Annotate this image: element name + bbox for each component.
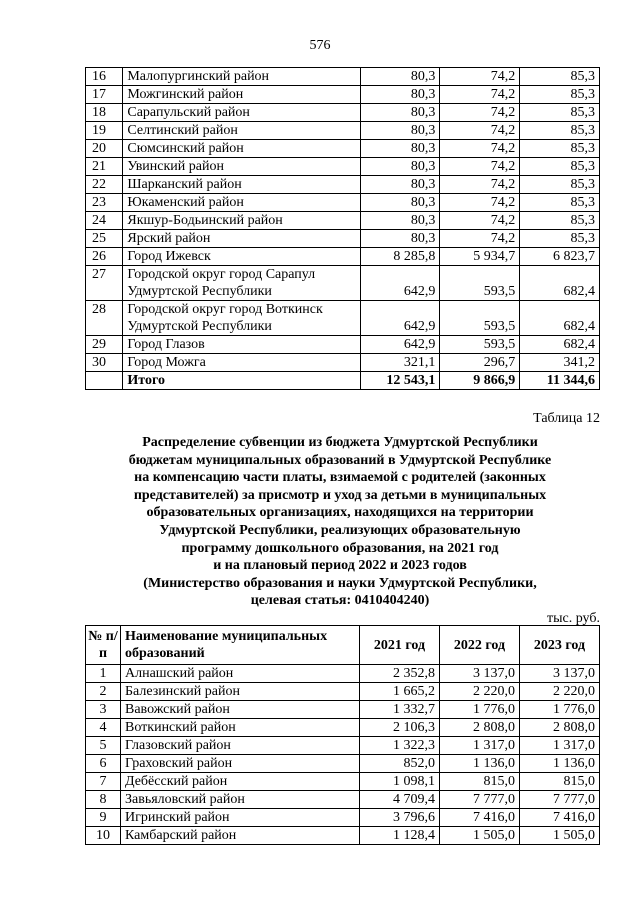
previous-table-body — [86, 68, 600, 390]
table-row — [86, 683, 600, 701]
row-number: 16 — [86, 68, 123, 86]
row-name: Алнашский район — [121, 665, 360, 683]
row-name: Селтинский район — [123, 122, 360, 140]
value-2023: 682,4 — [520, 301, 600, 336]
row-name: Город Можга — [123, 354, 360, 372]
row-number: 19 — [86, 122, 123, 140]
page-number: 576 — [309, 38, 331, 53]
value-2023: 1 136,0 — [520, 755, 600, 773]
value-2022: 74,2 — [440, 158, 520, 176]
value-2023: 85,3 — [520, 158, 600, 176]
header-2022: 2022 год — [440, 626, 520, 665]
table-row — [86, 737, 600, 755]
row-name: Завьяловский район — [121, 791, 360, 809]
value-2021: 80,3 — [360, 104, 440, 122]
value-2021: 852,0 — [360, 755, 440, 773]
value-2022: 593,5 — [440, 336, 520, 354]
value-2021: 80,3 — [360, 176, 440, 194]
value-2022: 1 317,0 — [440, 737, 520, 755]
row-number: 30 — [86, 354, 123, 372]
caption-line: представителей) за присмотр и уход за детьми в муниципальных — [133, 487, 547, 503]
value-2021: 321,1 — [360, 354, 440, 372]
row-name: Вавожский район — [121, 701, 360, 719]
value-2023: 3 137,0 — [520, 665, 600, 683]
row-number: 29 — [86, 336, 123, 354]
row-number: 27 — [86, 266, 123, 301]
row-number: 24 — [86, 212, 123, 230]
table-caption — [100, 434, 580, 610]
value-2021: 1 098,1 — [360, 773, 440, 791]
main-table-header — [86, 626, 600, 665]
caption-line: Распределение субвенции из бюджета Удмуртской Республики — [142, 435, 538, 450]
value-2022: 296,7 — [440, 354, 520, 372]
table-row — [86, 158, 600, 176]
value-2021: 1 332,7 — [360, 701, 440, 719]
value-2021: 642,9 — [360, 336, 440, 354]
table-row — [86, 773, 600, 791]
value-2022: 74,2 — [440, 104, 520, 122]
value-2021: 80,3 — [360, 140, 440, 158]
table-row — [86, 86, 600, 104]
value-2023: 6 823,7 — [520, 248, 600, 266]
table-row — [86, 755, 600, 773]
row-name: Воткинский район — [121, 719, 360, 737]
row-number: 10 — [86, 827, 121, 845]
value-2023: 85,3 — [520, 140, 600, 158]
caption-line: целевая статья: 0410404240) — [250, 593, 430, 609]
table-row — [86, 354, 600, 372]
value-2021: 80,3 — [360, 212, 440, 230]
value-2021: 1 322,3 — [360, 737, 440, 755]
row-name: Сюмсинский район — [123, 140, 360, 158]
row-number: 8 — [86, 791, 121, 809]
table-label: Таблица 12 — [533, 411, 600, 426]
value-2023: 1 505,0 — [520, 827, 600, 845]
value-2021: 1 665,2 — [360, 683, 440, 701]
row-name: Шарканский район — [123, 176, 360, 194]
value-2023: 85,3 — [520, 104, 600, 122]
row-name: Город Ижевск — [123, 248, 360, 266]
value-2023: 1 317,0 — [520, 737, 600, 755]
value-2021: 2 352,8 — [360, 665, 440, 683]
row-number: 4 — [86, 719, 121, 737]
value-2022: 74,2 — [440, 122, 520, 140]
row-number: 2 — [86, 683, 121, 701]
row-number: 23 — [86, 194, 123, 212]
row-name: Город Глазов — [123, 336, 360, 354]
table-row — [86, 212, 600, 230]
value-2021: 80,3 — [360, 230, 440, 248]
caption-line: (Министерство образования и науки Удмуртской Республики, — [143, 575, 537, 591]
value-2023: 815,0 — [520, 773, 600, 791]
value-2022: 2 220,0 — [440, 683, 520, 701]
value-2022: 74,2 — [440, 68, 520, 86]
value-2022: 1 776,0 — [440, 701, 520, 719]
value-2022: 74,2 — [440, 212, 520, 230]
row-number: 21 — [86, 158, 123, 176]
value-2022: 74,2 — [440, 140, 520, 158]
table-row — [86, 104, 600, 122]
table-row — [86, 665, 600, 683]
row-number: 26 — [86, 248, 123, 266]
table-row — [86, 791, 600, 809]
row-name: Можгинский район — [123, 86, 360, 104]
previous-table — [85, 67, 600, 390]
header-num: № п/п — [86, 626, 121, 665]
value-2023: 85,3 — [520, 230, 600, 248]
table-row — [86, 301, 600, 336]
row-number: 20 — [86, 140, 123, 158]
header-row — [86, 626, 600, 665]
value-2023: 682,4 — [520, 266, 600, 301]
value-2023: 85,3 — [520, 176, 600, 194]
value-2023: 2 808,0 — [520, 719, 600, 737]
row-name: Малопургинский район — [123, 68, 360, 86]
table-row — [86, 230, 600, 248]
row-name: Балезинский район — [121, 683, 360, 701]
value-2023: 85,3 — [520, 212, 600, 230]
value-2023: 85,3 — [520, 68, 600, 86]
row-number: 5 — [86, 737, 121, 755]
caption-line: на компенсацию части платы, взимаемой с родителей (законных — [134, 470, 546, 486]
value-2023: 2 220,0 — [520, 683, 600, 701]
value-2021: 80,3 — [360, 122, 440, 140]
caption-line: и на плановый период 2022 и 2023 годов — [213, 558, 467, 574]
header-2023: 2023 год — [520, 626, 600, 665]
row-number: 18 — [86, 104, 123, 122]
table-row — [86, 701, 600, 719]
value-2021: 1 128,4 — [360, 827, 440, 845]
table-row — [86, 719, 600, 737]
row-name: Камбарский район — [121, 827, 360, 845]
row-number: 1 — [86, 665, 121, 683]
value-2023: 341,2 — [520, 354, 600, 372]
value-2022: 74,2 — [440, 176, 520, 194]
value-2021: 4 709,4 — [360, 791, 440, 809]
row-name: Игринский район — [121, 809, 360, 827]
value-2021: 80,3 — [360, 158, 440, 176]
value-2022: 74,2 — [440, 194, 520, 212]
row-number: 9 — [86, 809, 121, 827]
row-name: Городской округ город Сарапул Удмуртской Республики — [123, 266, 360, 301]
value-2023: 7 416,0 — [520, 809, 600, 827]
value-2022: 3 137,0 — [440, 665, 520, 683]
value-2022: 74,2 — [440, 86, 520, 104]
row-number: 7 — [86, 773, 121, 791]
row-name: Граховский район — [121, 755, 360, 773]
header-name: Наименование муниципальных образований — [121, 626, 360, 665]
row-name: Якшур-Бодьинский район — [123, 212, 360, 230]
value-2022: 815,0 — [440, 773, 520, 791]
value-2021: 80,3 — [360, 194, 440, 212]
caption-line: Удмуртской Республики, реализующих образовательную — [159, 522, 521, 538]
table-row — [86, 827, 600, 845]
value-2022: 1 505,0 — [440, 827, 520, 845]
main-table — [85, 625, 600, 845]
row-number: 28 — [86, 301, 123, 336]
row-name: Сарапульский район — [123, 104, 360, 122]
value-2021: 2 106,3 — [360, 719, 440, 737]
table-row — [86, 248, 600, 266]
row-name: Увинский район — [123, 158, 360, 176]
value-2022: 74,2 — [440, 230, 520, 248]
value-2022: 1 136,0 — [440, 755, 520, 773]
row-number: 22 — [86, 176, 123, 194]
table-row — [86, 336, 600, 354]
value-2022: 593,5 — [440, 301, 520, 336]
row-name: Юкаменский район — [123, 194, 360, 212]
caption-line: бюджетам муниципальных образований в Удмуртской Республике — [128, 452, 552, 468]
table-row — [86, 194, 600, 212]
value-2023: 85,3 — [520, 194, 600, 212]
value-2023: 682,4 — [520, 336, 600, 354]
table-row — [86, 266, 600, 301]
value-2022: 7 416,0 — [440, 809, 520, 827]
row-number: 17 — [86, 86, 123, 104]
value-2021: 3 796,6 — [360, 809, 440, 827]
value-2022: 593,5 — [440, 266, 520, 301]
table-row — [86, 809, 600, 827]
value-2023: 1 776,0 — [520, 701, 600, 719]
value-2021: 80,3 — [360, 68, 440, 86]
total-2022: 9 866,9 — [440, 372, 520, 390]
caption-line: образовательных организациях, находящихся на территории — [146, 505, 534, 521]
value-2023: 7 777,0 — [520, 791, 600, 809]
unit-label: тыс. руб. — [547, 611, 600, 626]
table-row — [86, 68, 600, 86]
row-name: Городской округ город Воткинск Удмуртской Республики — [123, 301, 360, 336]
total-2021: 12 543,1 — [360, 372, 440, 390]
value-2021: 642,9 — [360, 266, 440, 301]
value-2023: 85,3 — [520, 122, 600, 140]
table-row — [86, 176, 600, 194]
row-name: Ярский район — [123, 230, 360, 248]
value-2022: 5 934,7 — [440, 248, 520, 266]
main-table-body — [86, 665, 600, 845]
total-label: Итого — [123, 372, 360, 390]
value-2022: 2 808,0 — [440, 719, 520, 737]
value-2023: 85,3 — [520, 86, 600, 104]
total-empty-cell — [86, 372, 123, 390]
header-2021: 2021 год — [360, 626, 440, 665]
row-number: 3 — [86, 701, 121, 719]
caption-line: программу дошкольного образования, на 2021 год — [181, 540, 499, 556]
table-row — [86, 140, 600, 158]
row-name: Глазовский район — [121, 737, 360, 755]
total-row — [86, 372, 600, 390]
value-2022: 7 777,0 — [440, 791, 520, 809]
value-2021: 642,9 — [360, 301, 440, 336]
row-name: Дебёсский район — [121, 773, 360, 791]
total-2023: 11 344,6 — [520, 372, 600, 390]
value-2021: 80,3 — [360, 86, 440, 104]
row-number: 6 — [86, 755, 121, 773]
table-row — [86, 122, 600, 140]
value-2021: 8 285,8 — [360, 248, 440, 266]
row-number: 25 — [86, 230, 123, 248]
